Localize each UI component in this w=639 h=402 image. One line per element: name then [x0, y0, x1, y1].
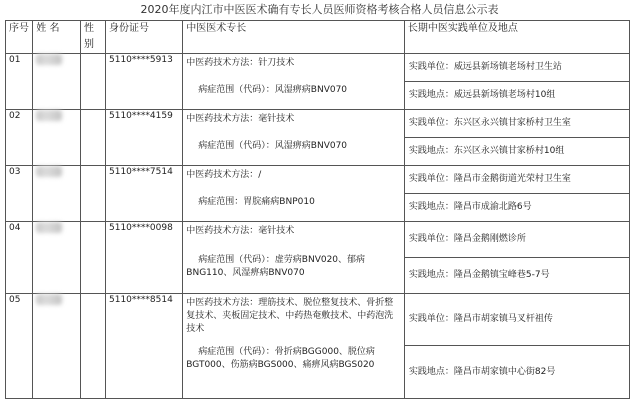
id-cell: 5110****0098: [106, 222, 183, 294]
specialty-cell: [183, 54, 405, 110]
header-location: 长期中医实践单位及地点: [404, 21, 629, 54]
name-cell: [33, 222, 81, 294]
scope-text: 病症范围（代码）：虚劳病BNV020、郁病BNG110、风湿痹病BNV070: [186, 255, 366, 278]
seq-cell: 02: [6, 110, 33, 166]
practice-place: 实践地点：隆昌金鹅镇宝峰巷5-7号: [405, 257, 629, 293]
header-seq: 序号: [6, 21, 33, 54]
id-cell: 5110****8514: [106, 294, 183, 399]
id-cell: 5110****5913: [106, 54, 183, 110]
sex-cell: [81, 294, 106, 399]
location-cell: [404, 54, 629, 110]
sex-cell: [81, 54, 106, 110]
sex-cell: [81, 166, 106, 222]
scope-text: 病症范围（代码）：风湿痹病BNV070: [198, 141, 348, 151]
scope-text: 病症范围：胃脘痛病BNP010: [198, 197, 315, 207]
method-text: 中医药技术方法：针刀技术: [186, 58, 295, 68]
redacted-name: [36, 110, 62, 121]
page-title: 2020年度内江市中医医术确有专长人员医师资格考核合格人员信息公示表: [140, 3, 499, 16]
name-cell: [33, 110, 81, 166]
table-header-row: [6, 21, 630, 54]
practice-place: 实践地点：威远县新场镇老场村10组: [405, 81, 629, 109]
seq-cell: 04: [6, 222, 33, 294]
table-row: [6, 294, 630, 399]
table-row: [6, 110, 630, 166]
table-row: [6, 166, 630, 222]
method-text: 中医药技术方法：/: [186, 170, 262, 180]
method-text: 中医药技术方法：毫针技术: [186, 114, 295, 124]
specialty-cell: [183, 294, 405, 399]
header-name: 姓 名: [33, 21, 81, 54]
practice-unit: 实践单位：威远县新场镇老场村卫生站: [408, 62, 562, 72]
redacted-name: [36, 222, 62, 233]
table-row: [6, 54, 630, 110]
practice-place: 实践地点：隆昌市胡家镇中心街82号: [405, 345, 629, 398]
practice-unit: 实践单位：隆昌市胡家镇马叉杆祖传: [408, 314, 553, 324]
sex-cell: [81, 110, 106, 166]
practice-unit: 实践单位：东兴区永兴镇甘家桥村卫生室: [408, 118, 571, 128]
header-specialty: 中医医术专长: [183, 21, 405, 54]
seq-cell: 01: [6, 54, 33, 110]
redacted-name: [36, 54, 62, 65]
qualification-table: [5, 20, 630, 399]
header-id: 身份证号: [106, 21, 183, 54]
practice-place: 实践地点：东兴区永兴镇甘家桥村10组: [405, 137, 629, 165]
id-cell: 5110****4159: [106, 110, 183, 166]
location-cell: [404, 222, 629, 294]
redacted-name: [36, 294, 62, 305]
name-cell: [33, 294, 81, 399]
practice-unit: 实践单位：隆昌市金鹅街道光荣村卫生室: [408, 174, 571, 184]
scope-text: 病症范围（代码）：骨折病BGG000、脱位病BGT000、伤筋病BGS000、痛痹风病BGS020: [186, 347, 375, 370]
method-text: 中医药技术方法：毫针技术: [186, 226, 295, 236]
header-sex: 性别: [81, 21, 106, 54]
practice-place: 实践地点：隆昌市成渝北路6号: [405, 193, 629, 221]
method-text: 中医药技术方法：理筋技术、脱位整复技术、骨折整复技术、夹板固定技术、中药热奄敷技术、中药泡洗技术: [186, 298, 394, 334]
location-cell: [404, 294, 629, 399]
location-cell: [404, 110, 629, 166]
specialty-cell: [183, 222, 405, 294]
seq-cell: 03: [6, 166, 33, 222]
id-cell: 5110****7514: [106, 166, 183, 222]
scope-text: 病症范围（代码）：风湿痹病BNV070: [198, 85, 348, 95]
seq-cell: 05: [6, 294, 33, 399]
sex-cell: [81, 222, 106, 294]
name-cell: [33, 54, 81, 110]
location-cell: [404, 166, 629, 222]
specialty-cell: [183, 110, 405, 166]
practice-unit: 实践单位：隆昌金鹅刚燃诊所: [408, 234, 526, 244]
redacted-name: [36, 166, 62, 177]
table-row: [6, 222, 630, 294]
name-cell: [33, 166, 81, 222]
specialty-cell: [183, 166, 405, 222]
